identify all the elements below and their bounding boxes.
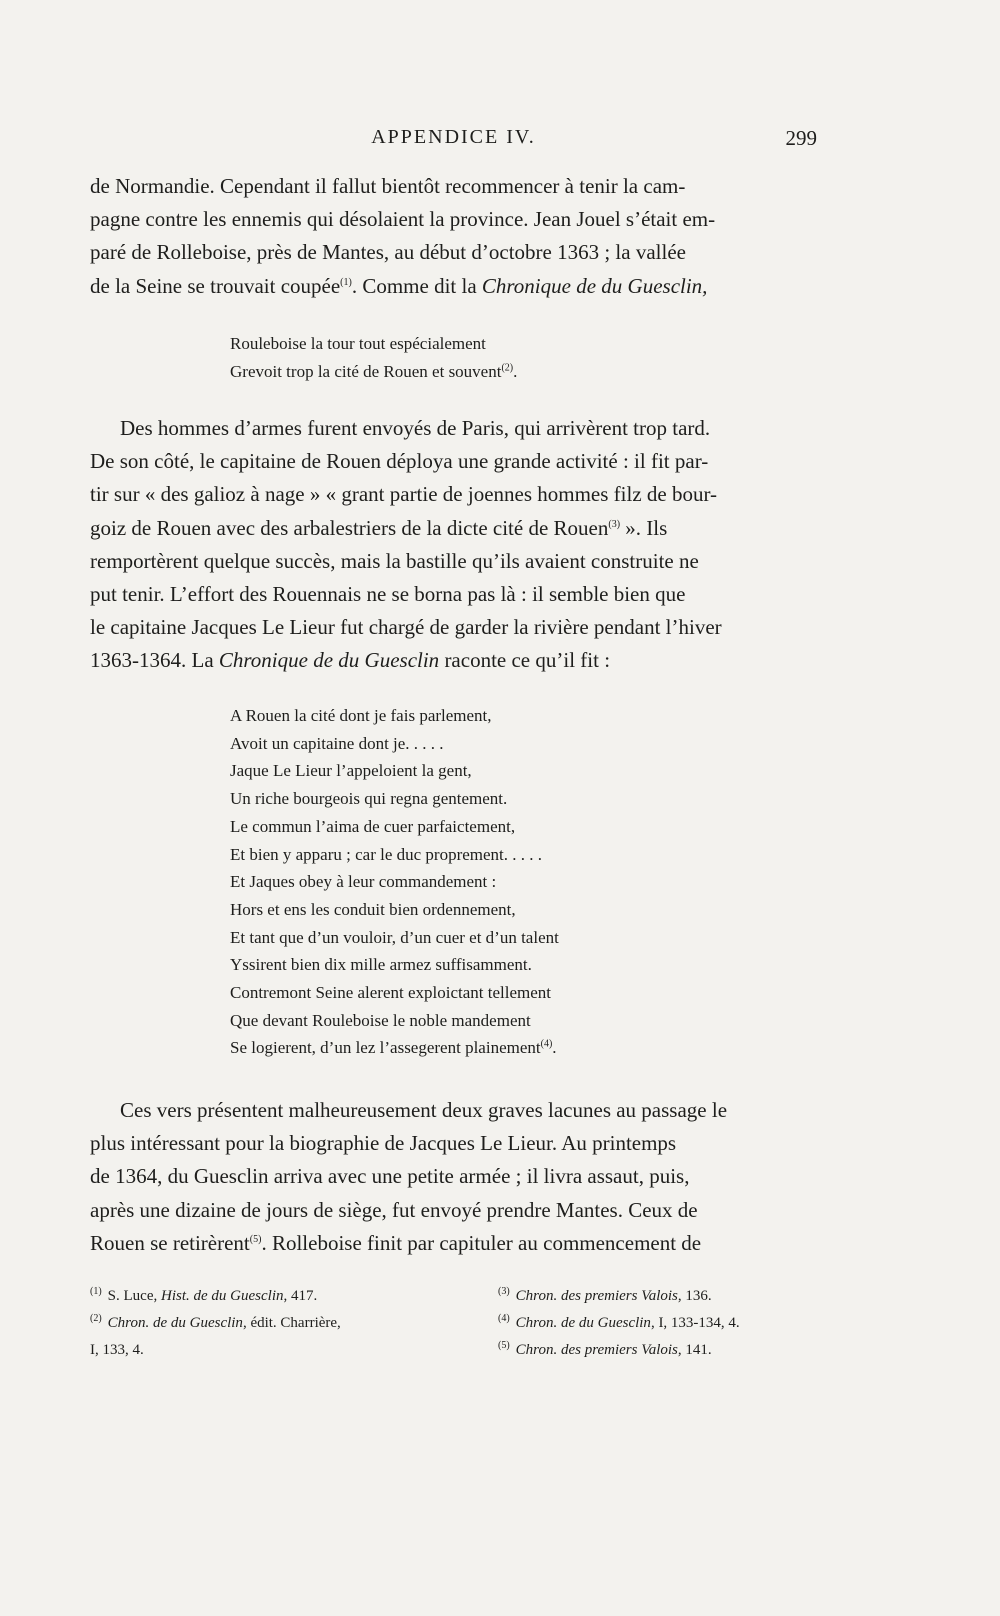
paragraph-2 [90,412,827,678]
text-line [90,644,827,677]
verse-line: Hors et ens les conduit bien ordennement, [230,899,516,919]
work-title: Chron. de du Guesclin [107,1315,243,1331]
verse-line: Que devant Rouleboise le noble mandement [230,1010,531,1030]
work-title: Chronique de du Guesclin [218,648,440,673]
text-span: . Comme dit la [351,273,482,298]
running-title: APPENDICE IV. [371,126,536,148]
page-header [90,126,817,156]
text-line [90,270,827,303]
footnote-2 [90,1310,440,1337]
verse-line: Et bien y apparu ; car le duc proprement. . . . . [230,844,543,864]
work-title: Hist. de du Guesclin [161,1288,284,1304]
text-line: plus intéressant pour la biographie de Jacques Le Lieur. Au printemps [90,1131,677,1156]
verse-line: Yssirent bien dix mille armez suffisamment. [230,955,532,975]
footnote-2-continued: I, 133, 4. [90,1342,144,1358]
text-span: , I, 133-134, 4. [650,1315,740,1331]
footnote-ref-3: (3) [608,518,621,530]
verse-line: Contremont Seine alerent exploictant tellement [230,983,552,1003]
text-line: tir sur « des galioz à nage » « grant partie de joennes hommes filz de bour- [90,482,718,507]
page-number: 299 [785,126,817,150]
text-line: de Normandie. Cependant il fallut bientôt recommencer à tenir la cam- [90,174,686,198]
text-span: . [552,1038,557,1058]
text-span: 1363-1364. La [90,648,219,673]
text-line: paré de Rolleboise, près de Mantes, au début d’octobre 1363 ; la vallée [90,240,686,265]
verse-quote-2 [230,702,790,1062]
footnote-1 [90,1283,440,1310]
text-line: Ces vers présentent malheureusement deux graves lacunes au passage le [120,1098,728,1122]
text-span: , 136. [677,1288,712,1304]
text-line: le capitaine Jacques Le Lieur fut chargé de garder la rivière pendant l’hiver [90,615,722,640]
footnote-number: (1) [90,1286,102,1297]
text-span: Rouen se retirèrent [90,1230,250,1255]
verse-line: Rouleboise la tour tout espécialement [230,334,486,353]
footnote-4 [498,1310,833,1337]
verse-line: Et Jaques obey à leur commandement : [230,872,497,892]
verse-line: A Rouen la cité dont je fais parlement, [230,706,492,725]
footnote-3 [498,1283,833,1310]
text-span: , 417. [283,1288,318,1304]
work-title: Chronique de du Guesclin, [481,273,708,298]
paragraph-3 [90,1094,827,1260]
text-line: après une dizaine de jours de siège, fut envoyé prendre Mantes. Ceux de [90,1197,698,1222]
text-line: remportèrent quelque succès, mais la bastille qu’ils avaient construite ne [90,548,699,573]
text-span: Se logierent, d’un lez l’assegerent plainement [230,1038,541,1058]
footnotes-left-column [90,1283,440,1364]
text-span: , 141. [677,1342,712,1358]
verse-line: Jaque Le Lieur l’appeloient la gent, [230,761,472,781]
footnote-number: (5) [498,1340,510,1351]
text-line: pagne contre les ennemis qui désolaient la province. Jean Jouel s’était em- [90,207,716,232]
footnote-ref-1: (1) [340,276,352,288]
text-line [90,512,827,545]
footnote-ref-5: (5) [249,1233,262,1245]
work-title: Chron. des premiers Valois [515,1288,678,1304]
verse-quote-1 [230,330,790,386]
text-line: put tenir. L’effort des Rouennais ne se borna pas là : il semble bien que [90,582,686,607]
verse-line: Et tant que d’un vouloir, d’un cuer et d’un talent [230,927,559,947]
footnote-5 [498,1337,833,1364]
text-line [90,1227,827,1260]
text-span: raconte ce qu’il fit : [439,648,611,673]
text-span: S. Luce, [107,1288,161,1304]
text-line: de 1364, du Guesclin arriva avec une petite armée ; il livra assaut, puis, [90,1164,690,1189]
text-line: Des hommes d’armes furent envoyés de Paris, qui arrivèrent trop tard. [120,416,711,440]
work-title: Chron. des premiers Valois [515,1342,678,1358]
footnote-ref-2: (2) [501,362,514,374]
verse-line [230,358,790,386]
paragraph-1 [90,170,827,303]
verse-line: Un riche bourgeois qui regna gentement. [230,789,508,809]
text-span: de la Seine se trouvait coupée [90,273,341,298]
footnote-number: (3) [498,1286,510,1297]
verse-line: Le commun l’aima de cuer parfaictement, [230,816,516,836]
work-title: Chron. de du Guesclin [515,1315,651,1331]
text-span: , édit. Charrière, [242,1315,341,1331]
verse-line: Avoit un capitaine dont je. . . . . [230,733,444,753]
footnotes-right-column [498,1283,833,1364]
text-span: Grevoit trop la cité de Rouen et souvent [230,362,502,381]
text-span: ». Ils [620,515,668,540]
footnote-ref-4: (4) [540,1038,553,1050]
text-line: De son côté, le capitaine de Rouen déploya une grande activité : il fit par- [90,449,709,474]
verse-line [230,1034,790,1062]
text-span: goiz de Rouen avec des arbalestriers de la dicte cité de Rouen [90,515,609,540]
footnote-number: (4) [498,1313,510,1324]
text-span: . Rolleboise finit par capituler au commencement de [261,1230,702,1255]
footnote-number: (2) [90,1313,102,1324]
text-span: . [513,362,518,381]
